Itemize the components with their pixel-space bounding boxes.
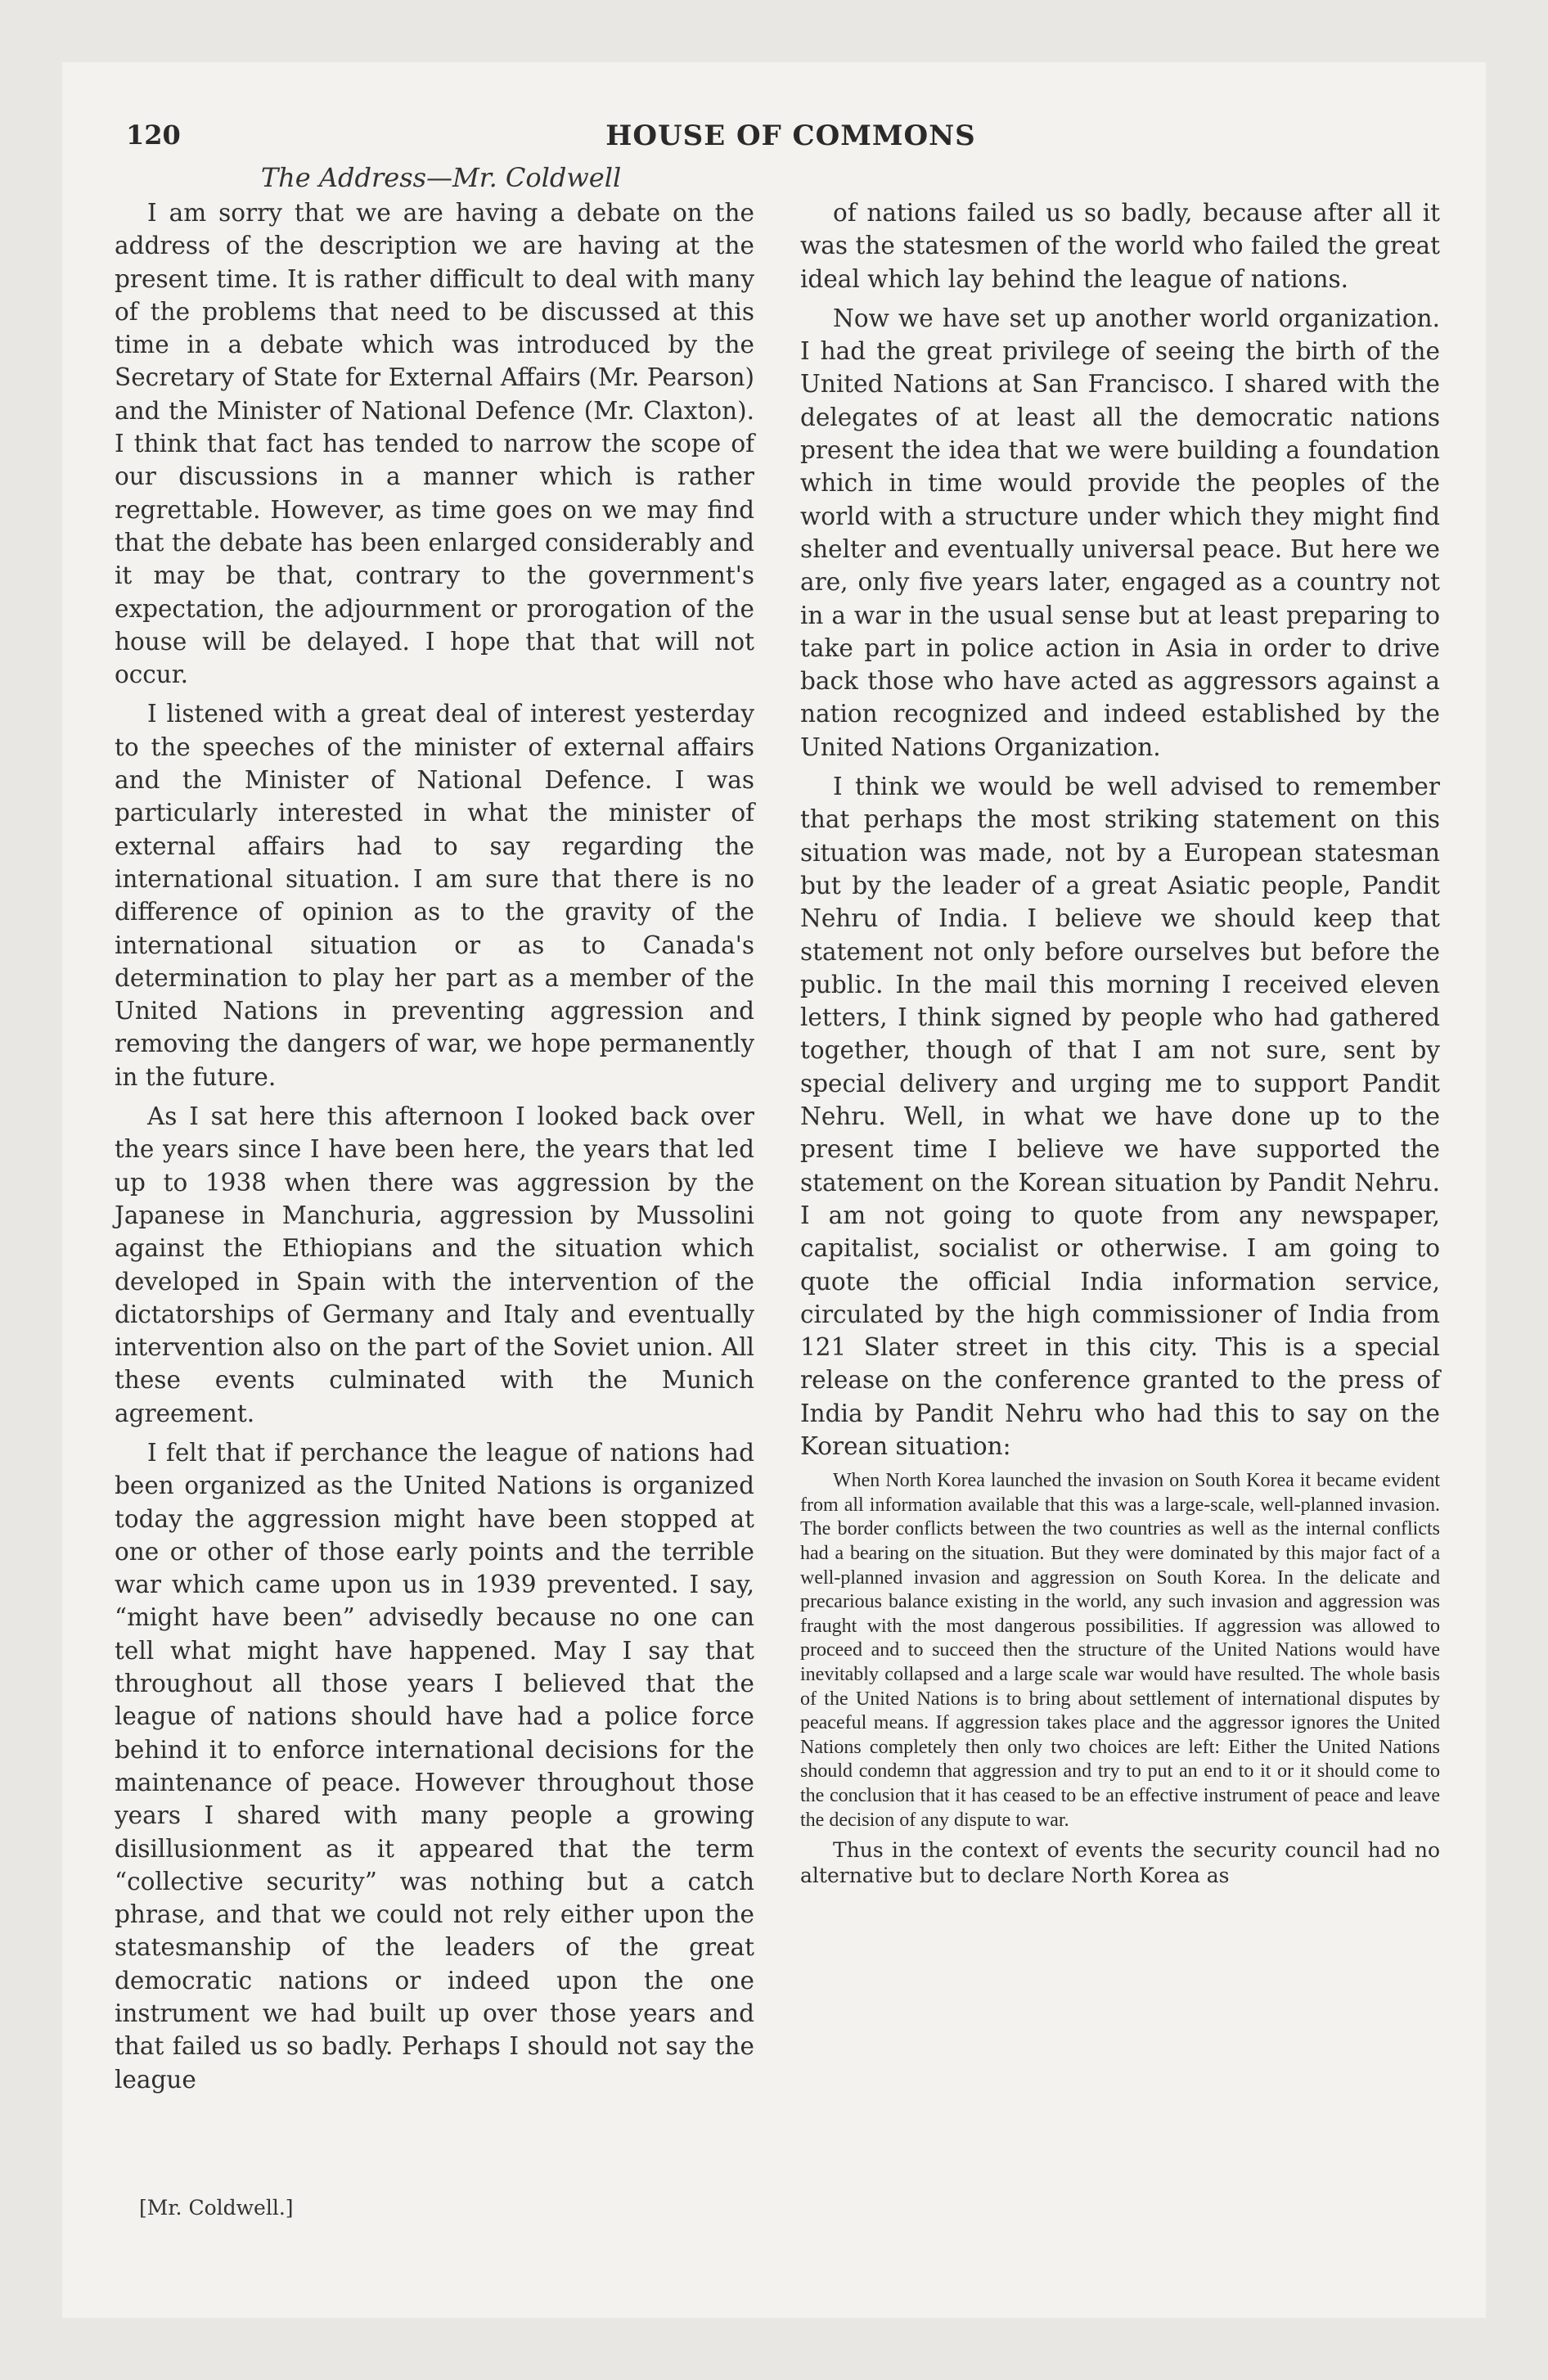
paragraph: I think we would be well advised to remember that perhaps the most striking statement on this situation was made, not by a European statesman but by the leader of a great Asiatic people, Pandit Nehru of India. I believe we should keep that statement not only before ourselves but before the public. In the mail this morning I received eleven letters, I think signed by people who had gathered together, though of that I am not sure, sent by special delivery and urging me to support Pandit Nehru. Well, in what we have done up to the present time I believe we have supported the statement on the Korean situation by Pandit Nehru. I am not going to quote from any newspaper, capitalist, socialist or otherwise. I am going to quote the official India information service, circulated by the high commissioner of India from 121 Slater street in this city. This is a special release on the conference granted to the press of India by Pandit Nehru who had this to say on the Korean situation: (800, 773, 1440, 1460)
paragraph: I felt that if perchance the league of nations had been organized as the United Nations is organized today the aggression might have been stopped at one or other of those early points and the terrible war which came upon us in 1939 prevented. I say, “might have been” advisedly because no one can tell what might have happened. May I say that throughout all those years I believed that the league of nations should have had a police force behind it to enforce international decisions for the maintenance of peace. However throughout those years I shared with many people a growing disillusionment as it appeared that the term “collective security” was nothing but a catch phrase, and that we could not rely either upon the statesmanship of the leaders of the great democratic nations or indeed upon the one instrument we had built up over those years and that failed us so badly. Perhaps I should not say the league (115, 1438, 754, 2094)
page-header (126, 119, 1456, 160)
right-column (800, 196, 1440, 1888)
block-quote (800, 1469, 1440, 1832)
left-column (115, 196, 754, 2096)
page-number: 120 (126, 119, 181, 151)
quote-text: When North Korea launched the invasion on South Korea it became evident from all information available that this was a large-scale, well-planned invasion. The border conflicts between the two countries as well as the internal conflicts had a bearing on the situation. But they were dominated by this major fact of a well-planned invasion and aggression on South Korea. In the delicate and precarious balance existing in the world, any such invasion and aggression was fraught with the most dangerous possibilities. If aggression was allowed to proceed and to succeed then the structure of the United Nations would have inevitably collapsed and a large scale war would have resulted. The whole basis of the United Nations is to bring about settlement of international disputes by peaceful means. If aggression takes place and the aggressor ignores the United Nations completely then only two choices are left: Either the United Nations should condemn that aggression and try to put an end to it or it should come to the conclusion that it has ceased to be an effective instrument of peace and leave the decision of any dispute to war. (800, 1470, 1440, 1831)
journal-title: HOUSE OF COMMONS (605, 119, 976, 152)
paragraph: I am sorry that we are having a debate on the address of the description we are having at the present time. It is rather difficult to deal with many of the problems that need to be discussed at this time in a debate which was introduced by the Secretary of State for External Affairs (Mr. Pearson) and the Minister of National Defence (Mr. Claxton). I think that fact has tended to narrow the scope of our discussions in a manner which is rather regrettable. However, as time goes on we may find that the debate has been enlarged considerably and it may be that, contrary to the government's expectation, the adjournment or prorogation of the house will be delayed. I hope that that will not occur. (115, 199, 754, 689)
footer-speaker: [Mr. Coldwell.] (139, 2196, 294, 2220)
paragraph: Now we have set up another world organization. I had the great privilege of seeing the birth of the United Nations at San Francisco. I shared with the delegates of at least all the democratic nations present the idea that we were building a foundation which in time would provide the peoples of the world with a structure under which they might find shelter and eventually universal peace. But here we are, only five years later, engaged as a country not in a war in the usual sense but at least preparing to take part in police action in Asia in order to drive back those who have acted as aggressors against a nation recognized and indeed established by the United Nations Organization. (800, 304, 1440, 761)
running-head: The Address—Mr. Coldwell (260, 162, 622, 193)
paragraph: of nations failed us so badly, because after all it was the statesmen of the world who failed the great ideal which lay behind the league of nations. (800, 199, 1440, 293)
paragraph: I listened with a great deal of interest yesterday to the speeches of the minister of external affairs and the Minister of National Defence. I was particularly interested in what the minister of external affairs had to say regarding the international situation. I am sure that there is no difference of opinion as to the gravity of the international situation or as to Canada's determination to play her part as a member of the United Nations in preventing aggression and removing the dangers of war, we hope permanently in the future. (115, 700, 754, 1091)
paragraph: Thus in the context of events the security council had no alternative but to declare North Korea as (800, 1838, 1440, 1888)
paragraph: As I sat here this afternoon I looked back over the years since I have been here, the years that led up to 1938 when there was aggression by the Japanese in Manchuria, aggression by Mussolini against the Ethiopians and the situation which developed in Spain with the intervention of the dictatorships of Germany and Italy and eventually intervention also on the part of the Soviet union. All these events culminated with the Munich agreement. (115, 1102, 754, 1427)
